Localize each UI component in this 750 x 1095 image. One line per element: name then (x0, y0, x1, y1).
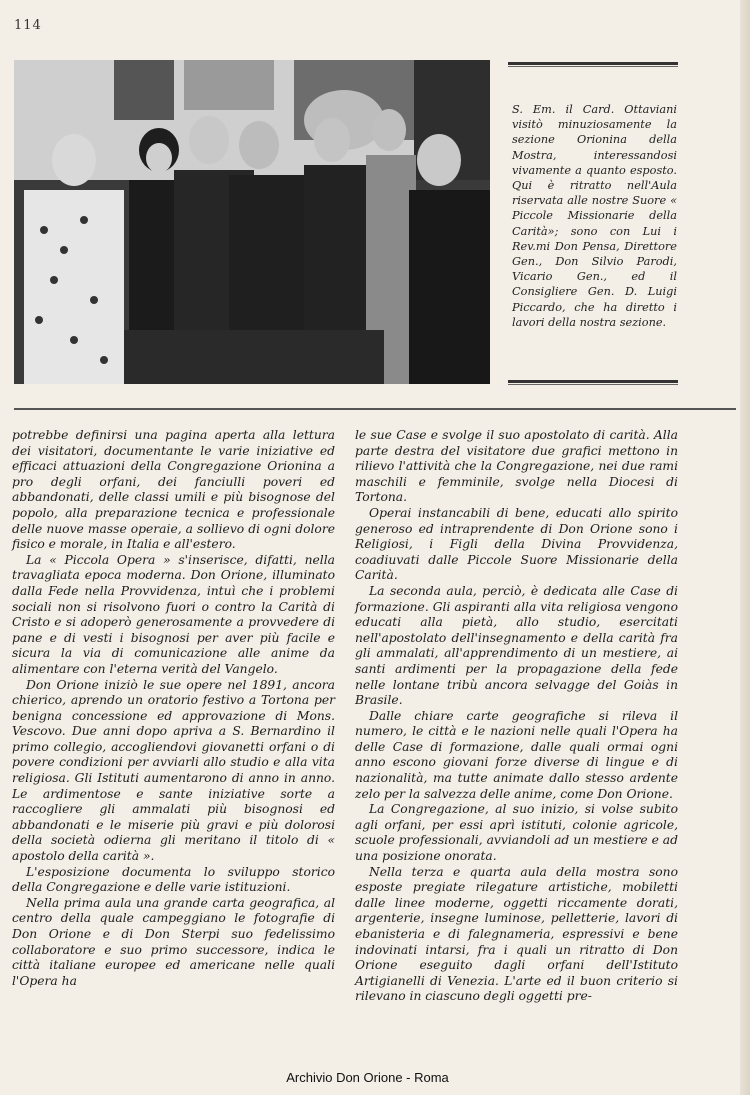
paragraph: Operai instancabili di bene, educati allo spirito generoso ed intraprendente di Don Orione sono i Religiosi, i Figli della Divina Provvidenza, coadiuvati dalle Piccole Suore Missionarie della Carità. (355, 505, 678, 583)
caption-rule-bottom (508, 380, 678, 383)
paragraph: Nella prima aula una grande carta geografica, al centro della quale campeggiano le fotografie di Don Orione e di Don Sterpi suo fedelissimo collaboratore e suo primo successore, indica le città italiane europee ed americane nelle quali l'Opera ha (12, 895, 335, 988)
caption-rule-bottom-thin (508, 384, 678, 385)
paragraph: La « Piccola Opera » s'inserisce, difatti, nella travagliata epoca moderna. Don Orione, illuminato dalla Fede nella Provvidenza, intuì che i problemi sociali non si risolvono fuori o contro la Carità di Cristo e si adoperò generosamente a provvedere di pane e di vesti i bisognosi per aver più facile e sicura la via di comunicazione alle anime da alimentare con l'eterna verità del Vangelo. (12, 552, 335, 676)
exhibition-photo (14, 60, 490, 384)
caption-rule-top-thin (508, 66, 678, 67)
photo-image (14, 60, 490, 384)
paragraph: La Congregazione, al suo inizio, si volse subito agli orfani, per essi aprì istituti, colonie agricole, scuole professionali, avviandoli ad un mestiere e ad una posizione onorata. (355, 802, 678, 864)
paragraph: Don Orione iniziò le sue opere nel 1891, ancora chierico, aprendo un oratorio festivo a Tortona per benigna concessione ed approvazione di Mons. Vescovo. Due anni dopo apriva a S. Bernardino il primo collegio, accogliendovi giovanetti orfani o di povere condizioni per avviarli allo studio e alla vita religiosa. Gli Istituti aumentarono di anno in anno. Le ardimentose e sante iniziative sorte a raccogliere gli ammalati più bisognosi ed abbandonati e le miserie più gravi e più dolorosi della società odierna gli meritano il titolo di « apostolo della carità ». (12, 677, 335, 864)
paragraph: potrebbe definirsi una pagina aperta alla lettura dei visitatori, documentante le varie iniziative ed efficaci attuazioni della Congregazione Orionina a pro degli orfani, dei fanciulli poveri ed abbandonati, delle classi umili e più bisognose del popolo, alla preparazione tecnica e professionale delle nuove masse operaie, a sollievo di ogni dolore fisico e morale, in Italia e all'estero. (12, 428, 335, 552)
photo-caption: S. Em. il Card. Ottaviani visitò minuziosamente la sezione Orionina della Mostra, interessandosi vivamente a quanto esposto. Qui è ritratto nell'Aula riservata alle nostre Suore « Piccole Missionarie della Carità»; sono con Lui i Rev.mi Don Pensa, Direttore Gen., Don Silvio Parodi, Vicario Gen., ed il Consigliere Gen. D. Luigi Piccardo, che ha diretto i lavori della nostra sezione. (512, 103, 677, 329)
paragraph: La seconda aula, perciò, è dedicata alle Case di formazione. Gli aspiranti alla vita religiosa vengono educati alla pietà, allo studio, esercitati nell'apostolato dell'insegnamento e della carità fra gli ammalati, all'apprendimento di un mestiere, ai santi ardimenti per la propagazione della fede nelle lontane tribù ancora selvagge del Goiàs in Brasile. (355, 583, 678, 708)
paragraph: Dalle chiare carte geografiche si rileva il numero, le città e le nazioni nelle quali l'Opera ha delle Case di formazione, dalle quali ormai ogni anno escono giovani forze diverse di lingue e di nazionalità, ma tutte animate dallo stesso ardente zelo per la salvezza delle anime, come Don Orione. (355, 708, 678, 801)
paragraph: Nella terza e quarta aula della mostra sono esposte pregiate rilegature artistiche, mobiletti dalle linee moderne, oggetti riccamente dorati, argenterie, insegne luminose, pelletterie, lavori di ebanisteria e di falegnameria, espressivi e bene indovinati intarsi, fra i quali un ritratto di Don Orione eseguito dagli orfani dell'Istituto Artigianelli di Venezia. L'arte ed il buon criterio si rilevano in ciascuno degli oggetti pre- (355, 864, 678, 1004)
paragraph: L'esposizione documenta lo sviluppo storico della Congregazione e delle varie istituzioni. (12, 864, 335, 895)
paragraph: le sue Case e svolge il suo apostolato di carità. Alla parte destra del visitatore due grafici mettono in rilievo l'attività che la Congregazione, nei due rami maschili e femminile, svolge nella Diocesi di Tortona. (355, 428, 678, 505)
article-column-left (12, 428, 335, 989)
caption-rule-top (508, 62, 678, 65)
page-number: 114 (14, 18, 42, 33)
page-edge (740, 0, 750, 1095)
article-column-right (355, 428, 678, 1005)
archive-footer: Archivio Don Orione - Roma (286, 1070, 449, 1085)
section-divider (14, 408, 736, 410)
